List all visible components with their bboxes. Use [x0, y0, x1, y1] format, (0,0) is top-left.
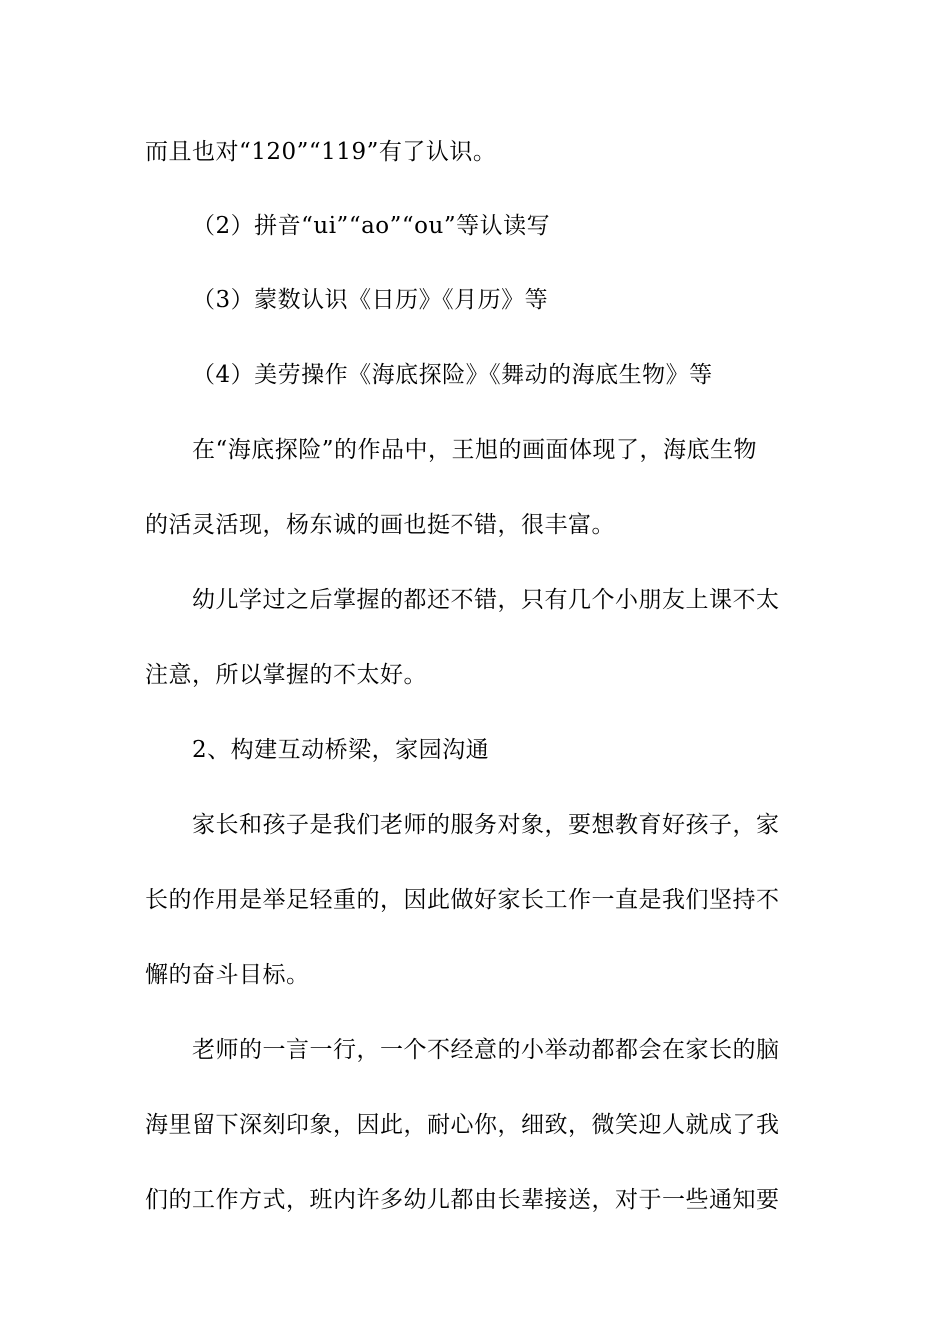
paragraph-line: 在“海底探险”的作品中，王旭的画面体现了，海底生物	[192, 437, 758, 463]
section-heading: 2、构建互动桥梁，家园沟通	[192, 737, 490, 763]
paragraph-line: 幼儿学过之后掌握的都还不错，只有几个小朋友上课不太	[192, 587, 780, 613]
paragraph-line: 们的工作方式，班内许多幼儿都由长辈接送，对于一些通知要	[145, 1187, 780, 1213]
list-item: （4）美劳操作《海底探险》《舞动的海底生物》等	[192, 362, 713, 388]
paragraph-line: 懈的奋斗目标。	[145, 962, 310, 988]
text-line: 而且也对“120”“119”有了认识。	[145, 139, 497, 165]
paragraph-line: 老师的一言一行，一个不经意的小举动都都会在家长的脑	[192, 1037, 780, 1063]
paragraph-line: 海里留下深刻印象，因此，耐心你，细致，微笑迎人就成了我	[145, 1112, 780, 1138]
paragraph-line: 注意，所以掌握的不太好。	[145, 662, 427, 688]
paragraph-line: 家长和孩子是我们老师的服务对象，要想教育好孩子，家	[192, 812, 780, 838]
paragraph-line: 的活灵活现，杨东诚的画也挺不错，很丰富。	[145, 512, 615, 538]
list-item: （3）蒙数认识《日历》《月历》等	[192, 287, 549, 313]
list-item: （2）拼音“ui”“ao”“ou”等认读写	[192, 213, 551, 239]
paragraph-line: 长的作用是举足轻重的，因此做好家长工作一直是我们坚持不	[145, 887, 780, 913]
